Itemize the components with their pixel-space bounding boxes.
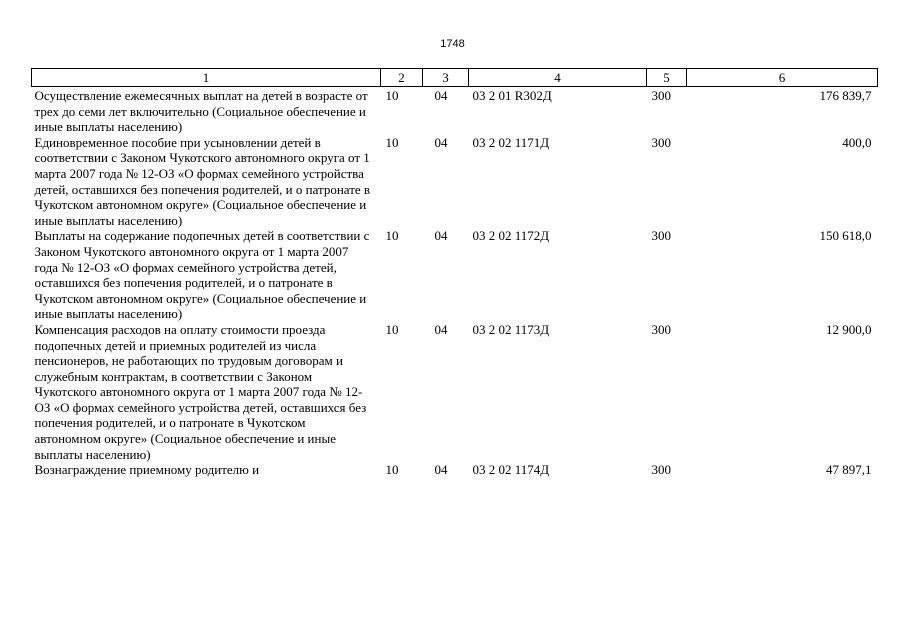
table-row [32,135,878,229]
row-name: Вознаграждение приемному родителю и [34,462,260,478]
row-amount: 400,0 [842,134,872,150]
row-target: 03 2 01 R302Д [472,88,552,103]
row-subsection: 04 [434,134,448,150]
budget-table [31,68,878,478]
row-section: 10 [385,88,399,103]
row-subsection: 04 [434,88,448,103]
row-name: Компенсация расходов на оплату стоимости проезда подопечных детей и приемных родителей из числа пенсионеров, не работающих по трудовым договорам и служебным контрактам, в соответствии с Законом Чукотского автономного округа от 1 марта 2007 года № 12-ОЗ «О формах семейного устройства детей, оставшихся без попечения родителей, и о патронате в Чукотском автономном округе» (Социальное обеспечение и иные выплаты населению) [34,321,367,462]
row-target: 03 2 02 1172Д [472,228,550,244]
row-amount: 176 839,7 [819,88,872,103]
row-name: Осуществление ежемесячных выплат на детей в возрасте от трех до семи лет включительно (Социальное обеспечение и иные выплаты населению) [34,88,368,135]
row-expense-type: 300 [651,228,671,244]
row-expense-type: 300 [651,88,671,103]
row-expense-type: 300 [651,321,671,337]
header-col-1: 1 [32,69,381,87]
row-expense-type: 300 [651,462,671,478]
row-expense-type: 300 [651,134,671,150]
header-col-4: 4 [469,69,647,87]
row-target: 03 2 02 1171Д [472,134,550,150]
row-section: 10 [385,228,399,244]
row-target: 03 2 02 1173Д [472,321,550,337]
row-section: 10 [385,321,399,337]
row-section: 10 [385,134,399,150]
row-subsection: 04 [434,228,448,244]
table-row [32,322,878,462]
table-header-row [32,69,878,87]
page-number: 1748 [440,38,465,50]
row-amount: 47 897,1 [826,462,872,478]
table-row [32,87,878,135]
table-row [32,228,878,322]
table-row [32,462,878,478]
row-amount: 12 900,0 [826,321,872,337]
row-section: 10 [385,462,399,478]
header-col-5: 5 [647,69,687,87]
header-col-3: 3 [423,69,469,87]
row-target: 03 2 02 1174Д [472,462,550,478]
row-name: Выплаты на содержание подопечных детей в соответствии с Законом Чукотского автономного округа от 1 марта 2007 года № 12-ОЗ «О формах семейного устройства детей, оставшихся без попечения родителей, и о патронате в Чукотском автономном округе» (Социальное обеспечение и иные выплаты населению) [34,228,370,322]
header-col-2: 2 [381,69,423,87]
row-subsection: 04 [434,462,448,478]
row-name: Единовременное пособие при усыновлении детей в соответствии с Законом Чукотского автономного округа от 1 марта 2007 года № 12-ОЗ «О формах семейного устройства детей, оставшихся без попечения родителей, и о патронате в Чукотском автономном округе» (Социальное обеспечение и иные выплаты населению) [34,134,371,228]
row-amount: 150 618,0 [819,228,872,244]
row-subsection: 04 [434,321,448,337]
header-col-6: 6 [687,69,878,87]
